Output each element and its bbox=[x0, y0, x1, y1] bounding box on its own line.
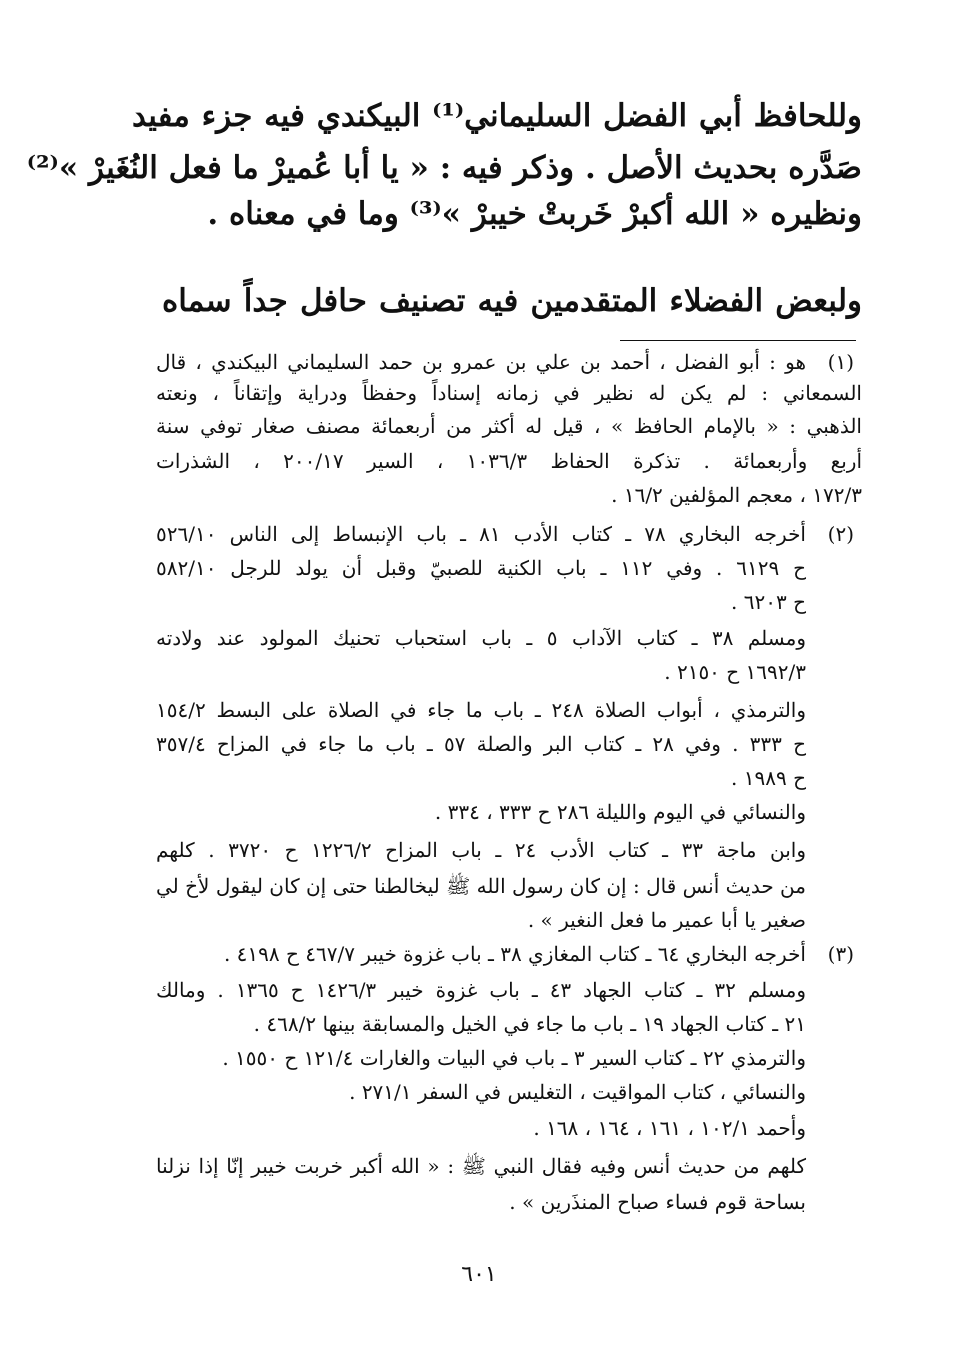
footnote-3-line-6: وأحمد ١٠٢/١ ، ١٦١ ، ١٦٤ ، ١٦٨ . bbox=[533, 1116, 806, 1140]
footnote-2-line-2: ح ٦١٢٩ . وفي ١١٢ ـ باب الكنية للصبيّ وقبل أن يولد للرجل ٥٨٢/١٠ bbox=[156, 556, 806, 580]
footnote-2-line-12: صغير يا أبا عمير ما فعل النغير » . bbox=[527, 908, 806, 932]
footnote-3-line-3: ٢١ ـ كتاب الجهاد ١٩ ـ باب ما جاء في الخيل والمسابقة بينها ٤٦٨/٢ . bbox=[253, 1012, 806, 1036]
footnote-1-line-4: أربع وأربعمائة . تذكرة الحفاظ ١٠٣٦/٣ ، السير ٢٠٠/١٧ ، الشذرات bbox=[156, 449, 863, 473]
footnote-number-3: (٣) bbox=[827, 942, 854, 966]
footnote-2-line-1: أخرجه البخاري ٧٨ ـ كتاب الأدب ٨١ ـ باب الإنبساط إلى الناس ٥٢٦/١٠ bbox=[156, 522, 806, 546]
footnote-1-line-5: ١٧٢/٣ ، معجم المؤلفين ١٦/٢ . bbox=[611, 483, 862, 507]
footnote-2-line-6: والترمذي ، أبواب الصلاة ٢٤٨ ـ باب ما جاء في الصلاة على البسط ١٥٤/٢ bbox=[156, 698, 807, 722]
footnote-2-line-5: ١٦٩٢/٣ ح ٢١٥٠ . bbox=[664, 660, 806, 684]
page-number: ٦٠١ bbox=[461, 1262, 497, 1287]
footnote-3-line-8: بساحة قوم فساء صباح المنذَرين » . bbox=[509, 1190, 806, 1214]
footnote-2-line-9: والنسائي في اليوم والليلة ٢٨٦ ح ٣٣٣ ، ٣٣٤ . bbox=[434, 800, 806, 824]
footnote-2-line-3: ح ٦٢٠٣ . bbox=[731, 590, 806, 614]
footnote-1-line-2: السمعاني : لم يكن له نظير في زمانه إسناداً وحفظاً ودراية وإتقاناً ، ونعته bbox=[156, 381, 862, 405]
footnote-3-line-2: ومسلم ٣٢ ـ كتاب الجهاد ٤٣ ـ باب غزوة خيبر ١٤٢٦/٣ ح ١٣٦٥ . ومالك bbox=[156, 978, 806, 1002]
footnote-3-line-4: والترمذي ٢٢ ـ كتاب السير ٣ ـ باب في البيات والغارات ١٢١/٤ ح ١٥٥٠ . bbox=[222, 1046, 806, 1070]
footnote-2-line-4: ومسلم ٣٨ ـ كتاب الآداب ٥ ـ باب استحباب تحنيك المولود عند ولادته bbox=[156, 626, 806, 650]
main-text-line-2: صَدَّره بحديث الأصل . وذكر فيه : « يا أبا عُميرْ ما فعل النُغَيرْ »⁽²⁾ bbox=[26, 150, 862, 186]
main-text-line-3: ونظيره « الله أكبرْ خَربتْ خيبرْ »⁽³⁾ وما في معناه . bbox=[207, 196, 862, 232]
footnote-1-line-1: هو : أبو الفضل ، أحمد بن علي بن عمرو بن حمد السليماني البيكندي ، قال bbox=[156, 350, 806, 374]
footnote-3-line-7: كلهم من حديث أنس وفيه فقال النبي ﷺ : « الله أكبر خربت خيبر إنّا إذا نزلنا bbox=[156, 1154, 806, 1178]
footnote-2-line-11: من حديث أنس قال : إن كان رسول الله ﷺ ليخالطنا حتى إن كان ليقول لأخ لي bbox=[156, 874, 806, 898]
footnote-number-1: (١) bbox=[827, 350, 854, 374]
footnote-separator bbox=[620, 340, 856, 341]
footnote-number-2: (٢) bbox=[827, 522, 854, 546]
footnote-2-line-8: ح ١٩٨٩ . bbox=[731, 766, 806, 790]
footnote-3-line-5: والنسائي ، كتاب المواقيت ، التغليس في السفر ٢٧١/١ . bbox=[349, 1080, 806, 1104]
footnote-3-line-1: أخرجه البخاري ٦٤ ـ كتاب المغازي ٣٨ ـ باب غزوة خيبر ٤٦٧/٧ ح ٤١٩٨ . bbox=[223, 942, 806, 966]
main-text-line-1: وللحافظ أبي الفضل السليماني⁽¹⁾ البيكندي فيه جزء مفيد bbox=[132, 98, 862, 134]
footnote-2-line-7: ح ٣٣٣ . وفي ٢٨ ـ كتاب البر والصلة ٥٧ ـ باب ما جاء في المزاح ٣٥٧/٤ bbox=[156, 732, 806, 756]
footnote-2-line-10: وابن ماجة ٣٣ ـ كتاب الأدب ٢٤ ـ باب المزاح ١٢٢٦/٢ ح ٣٧٢٠ . كلهم bbox=[156, 838, 807, 862]
footnote-1-line-3: الذهبي : « بالإمام الحافظ » ، قيل له أكثر من أربعمائة مصنف صغار توفي سنة bbox=[156, 414, 862, 438]
main-text-line-4: ولبعض الفضلاء المتقدمين فيه تصنيف حافل جداً سماه bbox=[162, 283, 862, 319]
